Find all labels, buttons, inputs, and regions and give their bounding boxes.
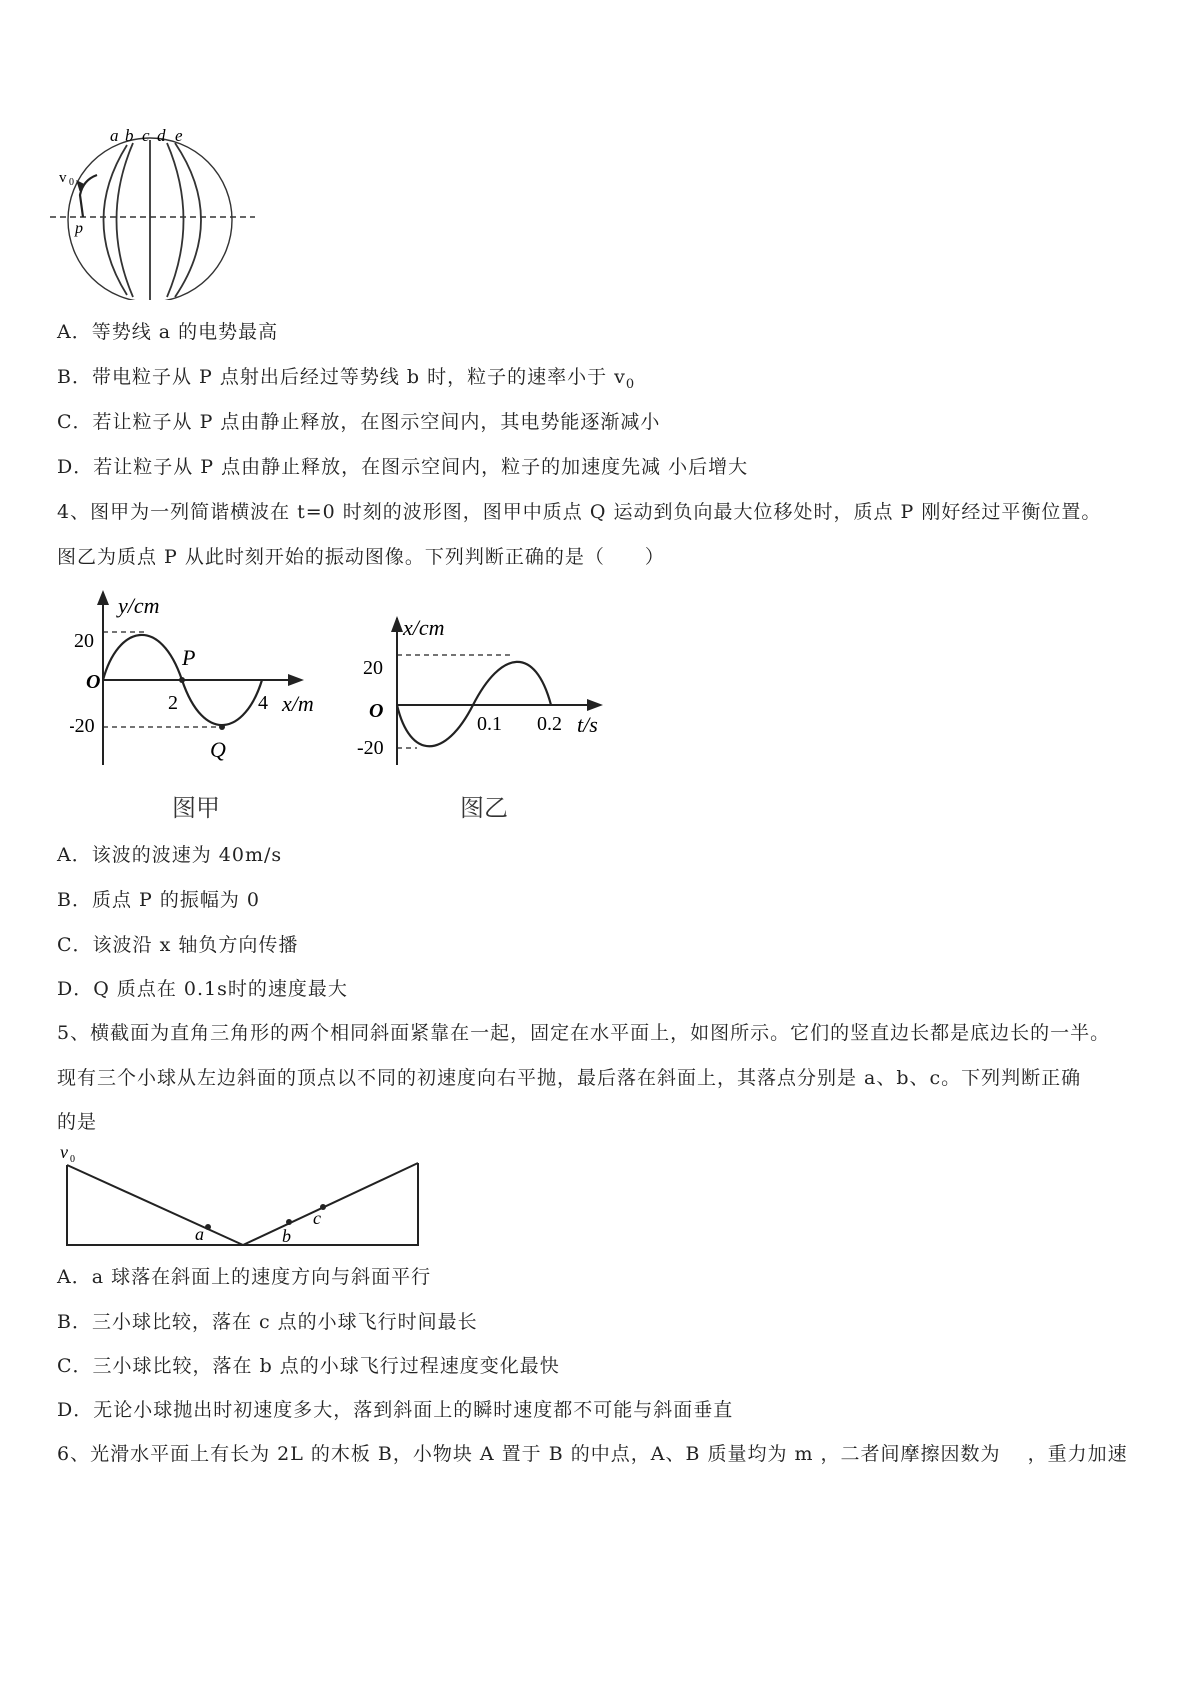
q5-option-c: C．三小球比较，落在 b 点的小球飞行过程速度变化最快 [57,1355,560,1377]
point-q-dot [219,724,225,730]
q5-stem-line3: 的是 [57,1111,98,1133]
left-incline [67,1165,243,1245]
inclines-v0: v [60,1142,68,1162]
label-b: b [125,126,134,145]
label-v0: v [59,170,67,186]
jia-y-label: y/cm [118,593,160,618]
label-e: e [175,126,183,145]
q5-stem-line2: 现有三个小球从左边斜面的顶点以不同的初速度向右平抛，最后落在斜面上，其落点分别是 a、b、c。下列判断正确 [57,1067,1082,1089]
line-e [175,143,201,297]
yi-y-arrow-icon [391,616,403,632]
jia-x-label: x/m [282,691,314,716]
label-v0-sub: 0 [69,177,74,188]
q4-option-c: C．该波沿 x 轴负方向传播 [57,934,299,956]
jia-label-p: P [182,645,196,670]
q4-option-b: B．质点 P 的振幅为 0 [57,889,260,911]
q4-stem-line2: 图乙为质点 P 从此时刻开始的振动图像。下列判断正确的是（ ） [57,546,665,568]
line-b [117,143,134,297]
inclines-label-a: a [195,1224,204,1244]
yi-tick-neg20: -20 [357,737,384,759]
inclines-label-c: c [313,1208,321,1228]
q5-option-b: B．三小球比较，落在 c 点的小球飞行时间最长 [57,1311,478,1333]
inclines-figure [55,1140,435,1255]
q4-stem-line1: 4、图甲为一列简谐横波在 t=0 时刻的波形图，图甲中质点 Q 运动到负向最大位移处时，质点 P 刚好经过平衡位置。 [57,501,1102,523]
caption-yi: 图乙 [460,794,508,822]
label-a: a [110,126,119,145]
yi-y-label: x/cm [403,615,445,640]
q6-stem: 6、光滑水平面上有长为 2L 的木板 B，小物块 A 置于 B 的中点，A、B 质量均为 m ，二者间摩擦因数为 ，重力加速 [57,1443,1128,1465]
yi-tick-0.2: 0.2 [537,713,562,735]
right-incline [243,1163,418,1245]
label-p: p [75,220,83,237]
q3-option-c: C．若让粒子从 P 点由静止释放，在图示空间内，其电势能逐渐减小 [57,411,661,433]
q3-option-d: D．若让粒子从 P 点由静止释放，在图示空间内，粒子的加速度先减 小后增大 [57,456,749,478]
label-d: d [157,126,166,145]
wave-graph-jia [70,585,340,770]
jia-y-arrow-icon [97,590,109,605]
q4-option-a: A．该波的波速为 40m/s [57,844,283,866]
equipotential-figure [45,125,275,300]
jia-tick-neg20: -20 [70,715,95,737]
jia-tick-20: 20 [74,630,94,652]
yi-tick-20: 20 [363,657,383,679]
v0-arrow [80,175,97,217]
inclines-frame [67,1163,418,1245]
line-d [167,143,184,297]
q5-stem-line1: 5、横截面为直角三角形的两个相同斜面紧靠在一起，固定在水平面上，如图所示。它们的竖直边长都是底边长的一半。 [57,1022,1111,1044]
yi-origin: O [369,700,384,722]
q3-option-b: B．带电粒子从 P 点射出后经过等势线 b 时，粒子的速率小于 $v_0$ [57,366,636,392]
yi-tick-0.1: 0.1 [477,713,502,735]
jia-tick-2: 2 [168,692,178,714]
jia-origin: O [86,671,101,693]
inclines-v0-sub: 0 [70,1154,75,1165]
yi-x-label: t/s [577,712,598,737]
point-p-dot [179,677,185,683]
vibration-graph-yi [355,610,655,770]
point-b-dot [286,1219,292,1225]
q4-option-d: D．Q 质点在 0.1s时的速度最大 [57,978,348,1000]
point-a-dot [205,1224,211,1230]
label-c: c [142,126,150,145]
q3-option-a: A．等势线 a 的电势最高 [57,321,279,343]
inclines-label-b: b [282,1226,291,1246]
arrow-head-icon [77,181,85,191]
jia-x-arrow-icon [288,674,304,686]
q5-option-a: A．a 球落在斜面上的速度方向与斜面平行 [57,1266,432,1288]
caption-jia: 图甲 [172,794,220,822]
jia-label-q: Q [210,737,226,762]
jia-tick-4: 4 [258,692,268,714]
q5-option-d: D．无论小球抛出时初速度多大，落到斜面上的瞬时速度都不可能与斜面垂直 [57,1399,734,1421]
yi-x-arrow-icon [587,699,603,711]
